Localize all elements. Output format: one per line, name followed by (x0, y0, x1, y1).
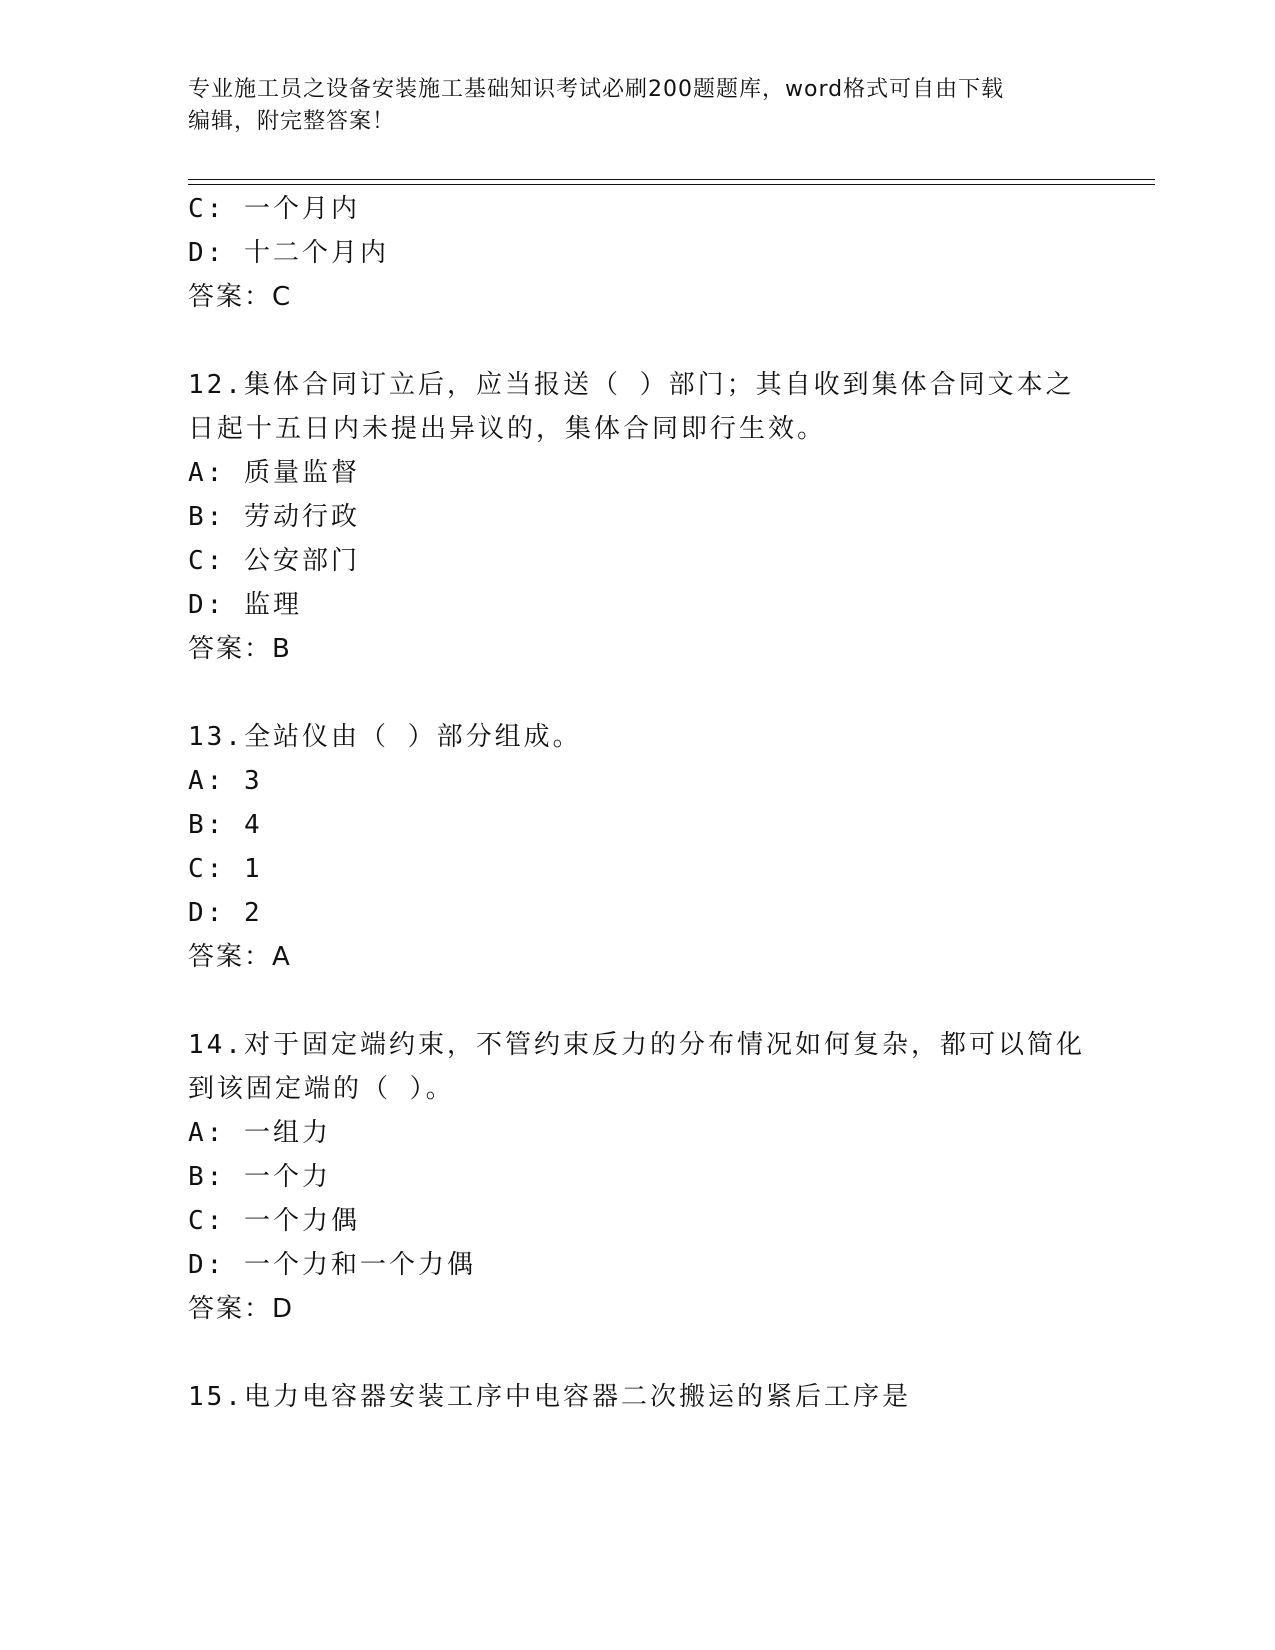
q13-answer: 答案：A (188, 942, 292, 972)
prev-option-c: C: 一个月内 (188, 194, 360, 224)
prev-answer: 答案：C (188, 282, 293, 312)
header-divider-top (188, 179, 1155, 180)
q14-answer: 答案：D (188, 1294, 295, 1324)
q13-option-a: A: 3 (188, 766, 263, 796)
q14-option-a: A: 一组力 (188, 1118, 331, 1148)
q12-answer: 答案：B (188, 634, 292, 664)
q14-option-b: B: 一个力 (188, 1162, 331, 1192)
q12-stem-line-2: 日起十五日内未提出异议的，集体合同即行生效。 (188, 414, 827, 444)
q12-option-a: A: 质量监督 (188, 458, 360, 488)
q15-stem-line-1: 15.电力电容器安装工序中电容器二次搬运的紧后工序是 (188, 1382, 911, 1412)
header-divider-bottom (188, 184, 1155, 185)
q14-option-c: C: 一个力偶 (188, 1206, 360, 1236)
q13-option-b: B: 4 (188, 810, 263, 840)
q12-stem-line-1: 12.集体合同订立后，应当报送（ ）部门；其自收到集体合同文本之 (188, 370, 1075, 400)
q14-stem-line-1: 14.对于固定端约束，不管约束反力的分布情况如何复杂，都可以简化 (188, 1030, 1085, 1060)
q14-stem-line-2: 到该固定端的（ ）。 (188, 1074, 455, 1104)
q12-option-d: D: 监理 (188, 590, 302, 620)
q12-option-b: B: 劳动行政 (188, 502, 360, 532)
header-line-1: 专业施工员之设备安装施工基础知识考试必刷200题题库，word格式可自由下载 (188, 77, 1005, 102)
q13-option-c: C: 1 (188, 854, 263, 884)
document-header (188, 74, 1068, 138)
header-line-2: 编辑，附完整答案！ (188, 109, 396, 134)
prev-option-d: D: 十二个月内 (188, 238, 389, 268)
q14-option-d: D: 一个力和一个力偶 (188, 1250, 476, 1280)
q13-option-d: D: 2 (188, 898, 263, 928)
q12-option-c: C: 公安部门 (188, 546, 360, 576)
q13-stem-line-1: 13.全站仪由（ ）部分组成。 (188, 722, 582, 752)
